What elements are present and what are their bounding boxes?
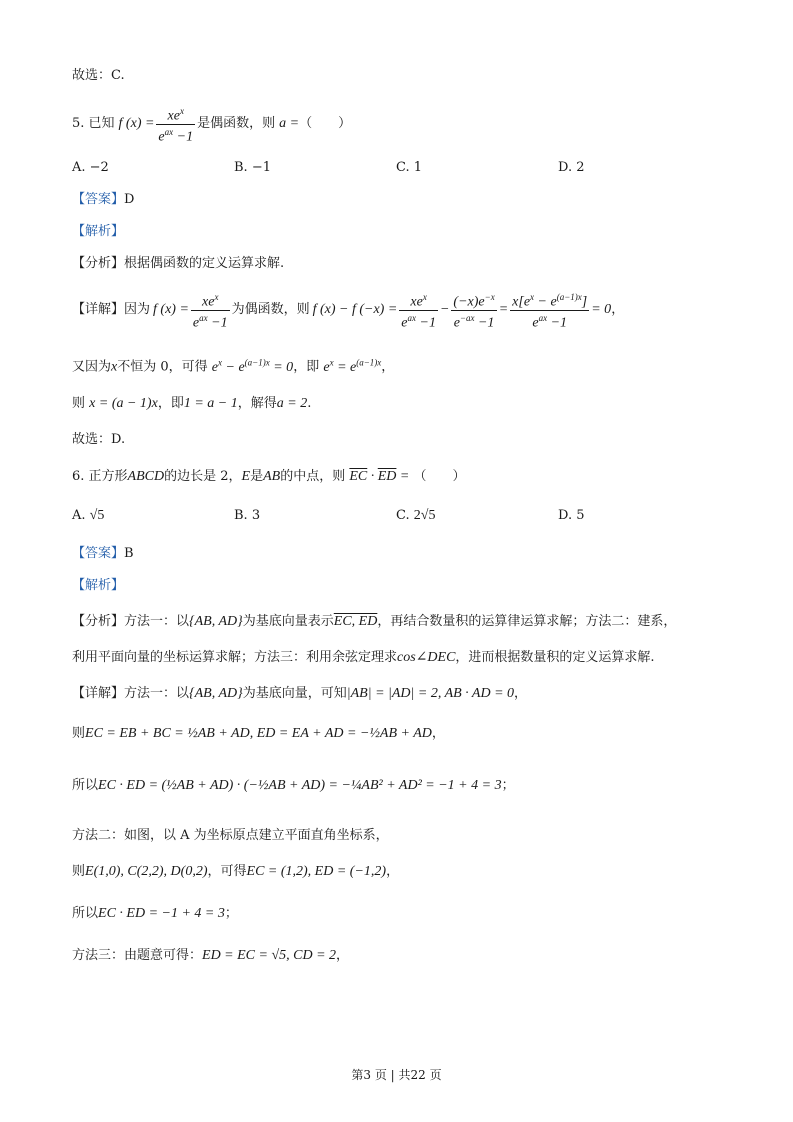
page-footer: 第3 页 | 共22 页: [351, 1068, 442, 1082]
q5-option-a: A. −2: [72, 160, 109, 175]
xj5-text-a: 因为: [124, 302, 151, 317]
answer-label: 【答案】: [72, 192, 125, 207]
q6-method2-b: 则E(1,0), C(2,2), D(0,2)，可得EC = (1,2), ED = (−1,2)，: [72, 864, 400, 879]
q5-xiangjie-2: 又因为x不恒为 0，可得 $e^x - e^{(a-1)x} = 0$，即 $e^x = e^{(a-1)x}$，: [72, 357, 395, 375]
q5-fraction: [156, 104, 195, 144]
q6-option-a: A. √5: [72, 508, 105, 523]
q5-conclusion: 故选：D.: [72, 432, 126, 447]
xj5-fraction-4: $\frac{x[e^x - e^{(a-1)x}]}{e^{ax} -1}$: [512, 291, 588, 331]
xj5-fx: f (x) =: [153, 302, 189, 317]
q6-option-d: D. 5: [558, 508, 585, 523]
xj5-fx-def: f (x) − f (−x) =: [312, 302, 398, 317]
q5-xiangjie-3: 则 x = (a − 1)x，即1 = a − 1，解得a = 2.: [72, 396, 312, 411]
q6-method2-c: 所以EC · ED = −1 + 4 = 3；: [72, 906, 238, 921]
question-5: [72, 105, 733, 145]
q6-xiangjie-3: 所以EC · ED = (½AB + AD) · (−½AB + AD) = −¼AB² + AD² = −1 + 4 = 3；: [72, 778, 515, 793]
xiangjie-label: 【详解】: [72, 302, 125, 317]
q5-fenxi: [72, 254, 733, 274]
q5-suffix: 是偶函数，则: [197, 116, 276, 131]
q6-xiangjie-2: 则EC = EB + BC = ½AB + AD, ED = EA + AD = −½AB + AD，: [72, 726, 445, 741]
q5-fenxi-text: 根据偶函数的定义运算求解.: [124, 256, 285, 271]
q5-option-b: B. −1: [234, 160, 271, 175]
fenxi-label: 【分析】: [72, 256, 125, 271]
q6-method2-a: 方法二：如图，以 A 为坐标原点建立平面直角坐标系，: [72, 828, 389, 843]
q6-method3: 方法三：由题意可得：ED = EC = √5, CD = 2，: [72, 948, 350, 963]
q6-option-c: C. 2√5: [396, 508, 436, 523]
xj5-fraction-3: $\frac{(-x)e^{-x}}{e^{-ax} -1}$: [453, 291, 495, 331]
q5-fx: f (x) =: [118, 116, 155, 131]
q5-xiangjie-1: 【详解】 因为 f (x) = $\frac{xe^x}{e^{ax} -1}$ 为偶函数，则 f (x) − f (−x) = $\frac{xe^x}{e^{ax} -1}$ − $\frac{(-x)e^{-x}}{e^{-ax} -1}$ = $\frac{x[e^x - e^{(a-1)x}]}{e^{ax} -1}$ = 0 ，: [72, 291, 625, 331]
q5-num: $xe^x$: [156, 104, 195, 125]
q6-jiexi: 【解析】: [72, 578, 125, 593]
q5-answer: [72, 190, 733, 210]
q5-den: $e^{ax} -1$: [158, 126, 194, 145]
q6-fenxi-2: 利用平面向量的坐标运算求解；方法三：利用余弦定理求cos∠DEC，进而根据数量积的定义运算求解.: [72, 650, 655, 665]
q6-option-b: B. 3: [234, 508, 261, 523]
q6-xiangjie-1: 【详解】方法一：以{AB, AD}为基底向量，可知|AB| = |AD| = 2, AB · AD = 0，: [72, 686, 528, 701]
q6-answer: 【答案】B: [72, 546, 134, 561]
q5-jiexi: 【解析】: [72, 224, 125, 239]
answer-choice-prev: 故选：C.: [72, 68, 125, 83]
xj5-fraction-2: $\frac{xe^x}{e^{ax} -1}$: [401, 291, 436, 331]
xj5-text-b: 为偶函数，则: [231, 302, 310, 317]
q5-option-c: C. 1: [396, 160, 423, 175]
q5-a: a =: [279, 116, 300, 131]
xj5-fraction-1: $\frac{xe^x}{e^{ax} -1}$: [192, 291, 228, 331]
xj5-eq0: = 0: [591, 302, 612, 317]
q6-fenxi-1: 【分析】方法一：以{AB, AD}为基底向量表示EC, ED，再结合数量积的运算律运算求解；方法二：建系，: [72, 614, 677, 629]
q5-paren: （ ）: [299, 116, 352, 131]
q5-answer-value: D: [124, 192, 135, 207]
q5-number: 5. 已知: [72, 116, 115, 131]
q5-option-d: D. 2: [558, 160, 585, 175]
question-6: 6. 正方形ABCD的边长是 2，E是AB的中点，则 $\overline{EC} \cdot \overline{ED}$ = （ ）: [72, 469, 466, 484]
